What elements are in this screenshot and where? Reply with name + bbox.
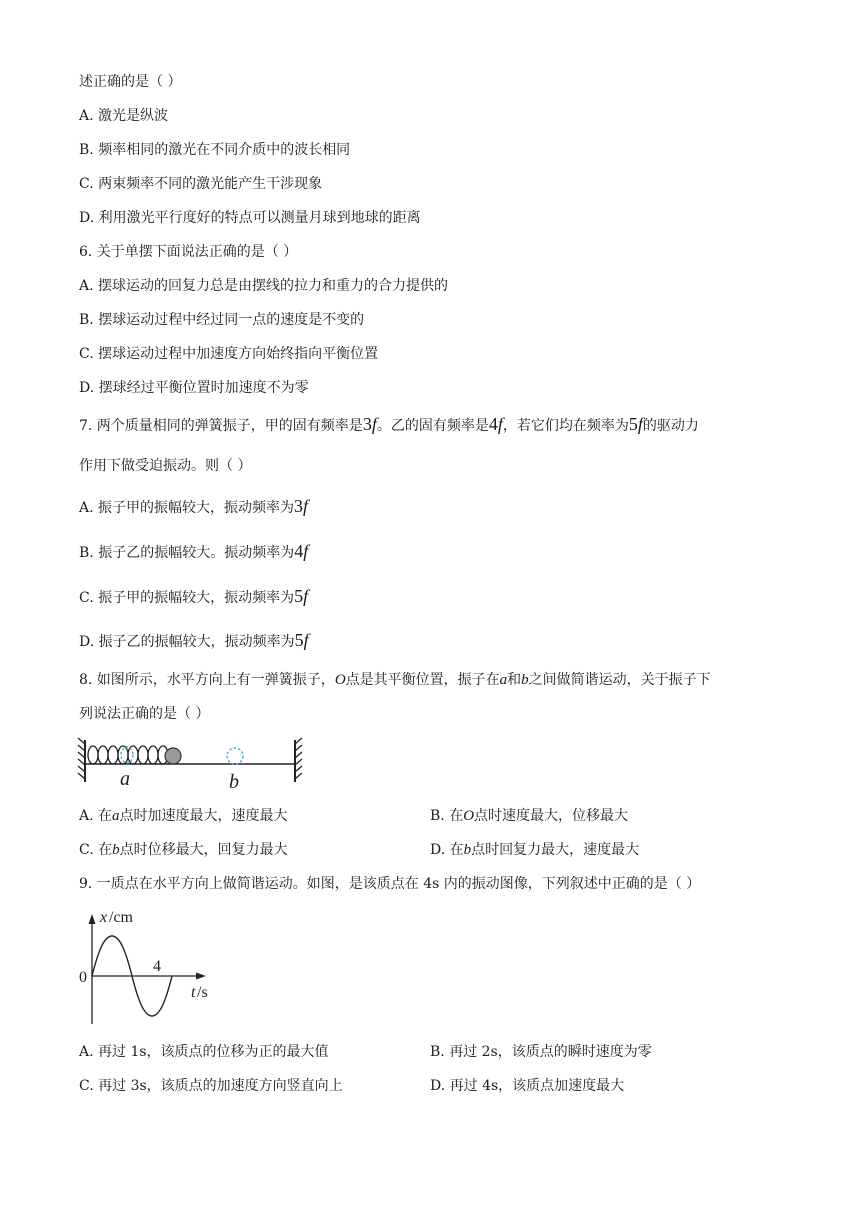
q5-stem-tail: 述正确的是（ ） (79, 74, 182, 90)
q8-stem-var-b: b (521, 672, 529, 688)
graph-origin-label: 0 (79, 969, 87, 986)
graph-x-label-unit: /s (197, 984, 208, 1001)
spring (88, 746, 168, 764)
q9-option-c: C. 再过 3s，该质点的加速度方向竖直向上 (79, 1078, 343, 1094)
q6-option-a: A. 摆球运动的回复力总是由摆线的拉力和重力的合力提供的 (79, 278, 449, 294)
q6-stem: 6. 关于单摆下面说法正确的是（ ） (79, 244, 298, 260)
q8-option-d-var: b (463, 842, 472, 858)
q7-stem-line1 (79, 414, 699, 436)
q7-option-a-num: 3 (294, 496, 304, 516)
spring-oscillator-figure (74, 736, 310, 792)
left-wall (78, 738, 85, 782)
q8-stem-line2: 列说法正确的是（ ） (79, 706, 210, 722)
vibration-graph-figure (74, 902, 224, 1028)
q7-option-a (79, 496, 308, 518)
q7-stem-text1: 7. 两个质量相同的弹簧振子，甲的固有频率是 (79, 418, 363, 434)
graph-y-arrow (89, 914, 96, 924)
right-wall (295, 738, 302, 782)
q7-freq-jia-sym: f (371, 414, 377, 434)
graph-x-label-var: t (191, 984, 196, 1001)
q8-option-b (430, 806, 628, 826)
q6-option-d: D. 摆球经过平衡位置时加速度不为零 (79, 380, 309, 396)
q9-option-b: B. 再过 2s，该质点的瞬时速度为零 (430, 1044, 652, 1060)
q7-option-b (79, 541, 308, 563)
q8-option-a (79, 806, 288, 826)
q7-option-a-sym: f (303, 496, 309, 516)
q5-option-b: B. 频率相同的激光在不同介质中的波长相同 (79, 142, 351, 158)
q7-stem-text2: 。乙的固有频率是 (376, 418, 489, 434)
figure-label-a: a (120, 768, 130, 790)
figure-label-b: b (229, 771, 239, 792)
q8-option-b-text2: 点时速度最大，位移最大 (474, 808, 629, 824)
q8-option-c-var: b (112, 842, 120, 858)
q7-freq-jia-num: 3 (362, 414, 372, 434)
q7-option-c-num: 5 (294, 586, 304, 606)
graph-y-label-unit: /cm (109, 909, 133, 926)
q8-option-b-var: O (463, 808, 475, 824)
q7-option-d-text: D. 振子乙的振幅较大，振动频率为 (79, 634, 295, 650)
q8-stem-var-o: O (334, 672, 346, 688)
q7-option-b-sym: f (303, 541, 309, 561)
q7-stem-text4: 的驱动力 (642, 418, 699, 434)
q8-stem-text1: 8. 如图所示，水平方向上有一弹簧振子， (79, 672, 335, 688)
q8-stem-text3: 和 (507, 672, 522, 688)
q8-option-d-text1: D. 在 (430, 842, 464, 858)
q8-option-c (79, 840, 288, 860)
q5-option-c: C. 两束频率不同的激光能产生干涉现象 (79, 176, 323, 192)
q8-option-c-text1: C. 在 (79, 842, 113, 858)
q5-option-d: D. 利用激光平行度好的特点可以测量月球到地球的距离 (79, 210, 421, 226)
q7-option-d-sym: f (303, 630, 309, 650)
q8-option-c-text2: 点时位移最大，回复力最大 (119, 842, 288, 858)
q7-stem-line2: 作用下做受迫振动。则（ ） (79, 458, 252, 474)
q8-option-a-text1: A. 在 (79, 808, 113, 824)
q7-freq-drive-num: 5 (628, 414, 638, 434)
position-b-ghost-ball (227, 748, 243, 764)
q6-option-c: C. 摆球运动过程中加速度方向始终指向平衡位置 (79, 346, 379, 362)
q7-option-a-text: A. 振子甲的振幅较大，振动频率为 (79, 500, 295, 516)
oscillator-ball (165, 748, 181, 764)
graph-y-label-var: x (100, 909, 108, 926)
q7-option-d (79, 630, 309, 652)
q7-option-c (79, 586, 308, 608)
q8-option-a-text2: 点时加速度最大，速度最大 (119, 808, 288, 824)
q9-option-d: D. 再过 4s，该质点加速度最大 (430, 1078, 625, 1094)
q8-stem-text2: 点是其平衡位置，振子在 (345, 672, 500, 688)
q6-option-b: B. 摆球运动过程中经过同一点的速度是不变的 (79, 312, 365, 328)
q7-freq-yi-num: 4 (488, 414, 498, 434)
q8-option-a-var: a (112, 808, 120, 824)
q7-freq-drive-sym: f (637, 414, 643, 434)
q5-option-a: A. 激光是纵波 (79, 108, 169, 124)
q7-option-b-num: 4 (294, 541, 304, 561)
q8-stem-text4: 之间做简谐运动，关于振子下 (528, 672, 711, 688)
q7-option-b-text: B. 振子乙的振幅较大。振动频率为 (79, 545, 295, 561)
q9-stem: 9. 一质点在水平方向上做简谐运动。如图，是该质点在 4s 内的振动图像，下列叙述中正确的是（ ） (79, 876, 701, 892)
q7-option-d-num: 5 (294, 630, 304, 650)
graph-x-arrow (196, 973, 206, 980)
q7-stem-text3: ，若它们均在频率为 (502, 418, 629, 434)
q7-freq-yi-sym: f (497, 414, 503, 434)
q8-option-d-text2: 点时回复力最大，速度最大 (471, 842, 640, 858)
q8-option-d (430, 840, 639, 860)
q7-option-c-text: C. 振子甲的振幅较大，振动频率为 (79, 590, 295, 606)
q8-option-b-text1: B. 在 (430, 808, 464, 824)
q8-stem-var-a: a (499, 672, 508, 688)
q8-stem-line1 (79, 670, 711, 690)
q7-option-c-sym: f (303, 586, 309, 606)
graph-tick-label: 4 (153, 958, 161, 975)
q9-option-a: A. 再过 1s，该质点的位移为正的最大值 (79, 1044, 329, 1060)
